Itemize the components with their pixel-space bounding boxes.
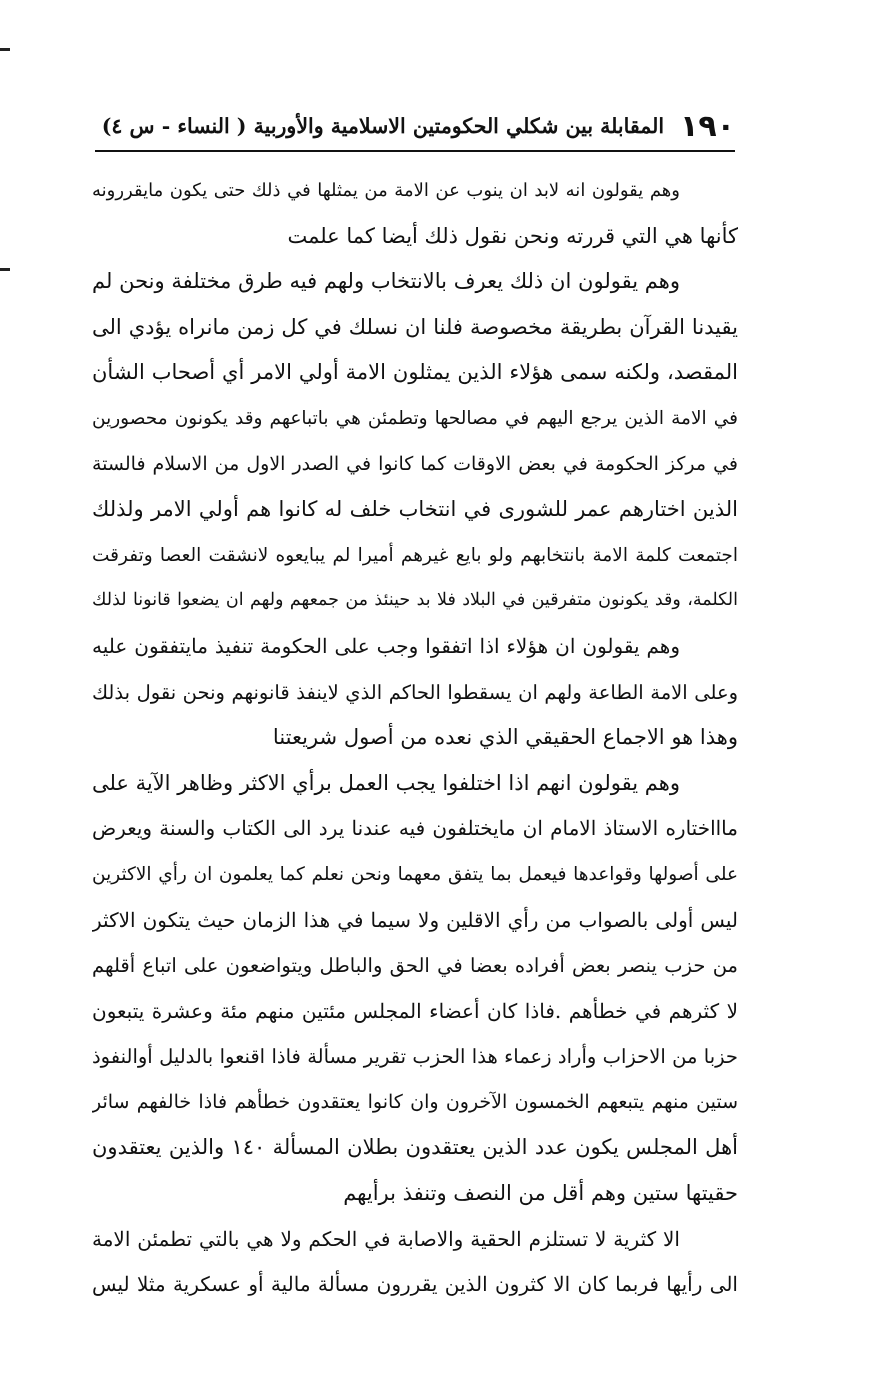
- text-line: المقصد، ولكنه سمى هؤلاء الذين يمثلون الامة أولي الامر أي أصحاب الشأن: [92, 360, 738, 385]
- running-title: المقابلة بين شكلي الحكومتين الاسلامية والأوربية ( النساء - س ٤): [101, 114, 665, 138]
- text-line: الا كثرية لا تستلزم الحقية والاصابة في الحكم ولا هي بالتي تطمئن الامة: [92, 1226, 680, 1251]
- text-line: في مركز الحكومة في بعض الاوقات كما كانوا في الصدر الاول من الاسلام فالستة: [92, 452, 738, 475]
- text-line: لا كثرهم في خطأهم .فاذا كان أعضاء المجلس مئتين منهم مئة وعشرة يتبعون: [92, 998, 738, 1023]
- body-text: [92, 168, 738, 1308]
- text-line: كأنها هي التي قررته ونحن نقول ذلك أيضا كما علمت: [287, 223, 738, 248]
- text-line: وهم يقولون ان ذلك يعرف بالانتخاب ولهم فيه طرق مختلفة ونحن لم: [92, 269, 680, 294]
- text-line: وهذا هو الاجماع الحقيقي الذي نعده من أصول شريعتنا: [272, 725, 738, 750]
- text-line: الكلمة، وقد يكونون متفرقين في البلاد فلا بد حينئذ من جمعهم ولهم ان يضعوا قانونا لذلك: [92, 590, 738, 611]
- edge-mark-middle: [0, 268, 10, 271]
- text-line: من حزب ينصر بعض أفراده بعضا في الحق والباطل ويتواضعون على اتباع أقلهم: [92, 954, 738, 978]
- text-line: حقيتها ستين وهم أقل من النصف وتنفذ برأيهم: [343, 1181, 738, 1206]
- edge-mark-top: [0, 48, 10, 51]
- text-line: حزبا من الاحزاب وأراد زعماء هذا الحزب تقرير مسألة فاذا اقنعوا بالدليل أوالنفوذ: [92, 1045, 738, 1069]
- text-line: ماااختاره الاستاذ الامام ان مايختلفون فيه عندنا يرد الى الكتاب والسنة ويعرض: [92, 816, 738, 841]
- text-line: أهل المجلس يكون عدد الذين يعتقدون بطلان المسألة ١٤٠ والذين يعتقدون: [92, 1135, 738, 1160]
- text-line: الذين اختارهم عمر للشورى في انتخاب خلف له كانوا هم أولي الامر ولذلك: [92, 497, 738, 522]
- text-line: وهم يقولون انه لابد ان ينوب عن الامة من يمثلها في ذلك حتى يكون مايقررونه: [92, 180, 680, 201]
- text-line: ليس أولى بالصواب من رأي الاقلين ولا سيما في هذا الزمان حيث يتكون الاكثر: [92, 907, 738, 932]
- text-line: ستين منهم يتبعهم الخمسون الآخرون وان كانوا يعتقدون خطأهم فاذا خالفهم سائر: [92, 1090, 738, 1113]
- text-line: وهم يقولون ان هؤلاء اذا اتفقوا وجب على الحكومة تنفيذ مايتفقون عليه: [92, 633, 680, 658]
- text-line: على أصولها وقواعدها فيعمل بما يتفق معهما ونحن نعلم كما يعلمون ان رأي الاكثرين: [92, 863, 738, 885]
- text-line: اجتمعت كلمة الامة بانتخابهم ولو بايع غيرهم أميرا لم يبايعوه لانشقت العصا وتفرقت: [92, 544, 738, 566]
- page-header: [95, 104, 735, 148]
- text-line: وعلى الامة الطاعة ولهم ان يسقطوا الحاكم الذي لاينفذ قانونهم ونحن نقول بذلك: [92, 680, 738, 704]
- text-line: وهم يقولون انهم اذا اختلفوا يجب العمل برأي الاكثر وظاهر الآية على: [92, 770, 680, 795]
- text-line: يقيدنا القرآن بطريقة مخصوصة فلنا ان نسلك في كل زمن مانراه يؤدي الى: [92, 314, 738, 339]
- text-line: في الامة الذين يرجع اليهم في مصالحها وتطمئن هي باتباعهم وقد يكونون محصورين: [92, 407, 738, 429]
- text-line: الى رأيها فربما كان الا كثرون الذين يقررون مسألة مالية أو عسكرية مثلا ليس: [92, 1272, 738, 1297]
- header-rule: [95, 150, 735, 152]
- page-number: ١٩٠: [680, 108, 735, 144]
